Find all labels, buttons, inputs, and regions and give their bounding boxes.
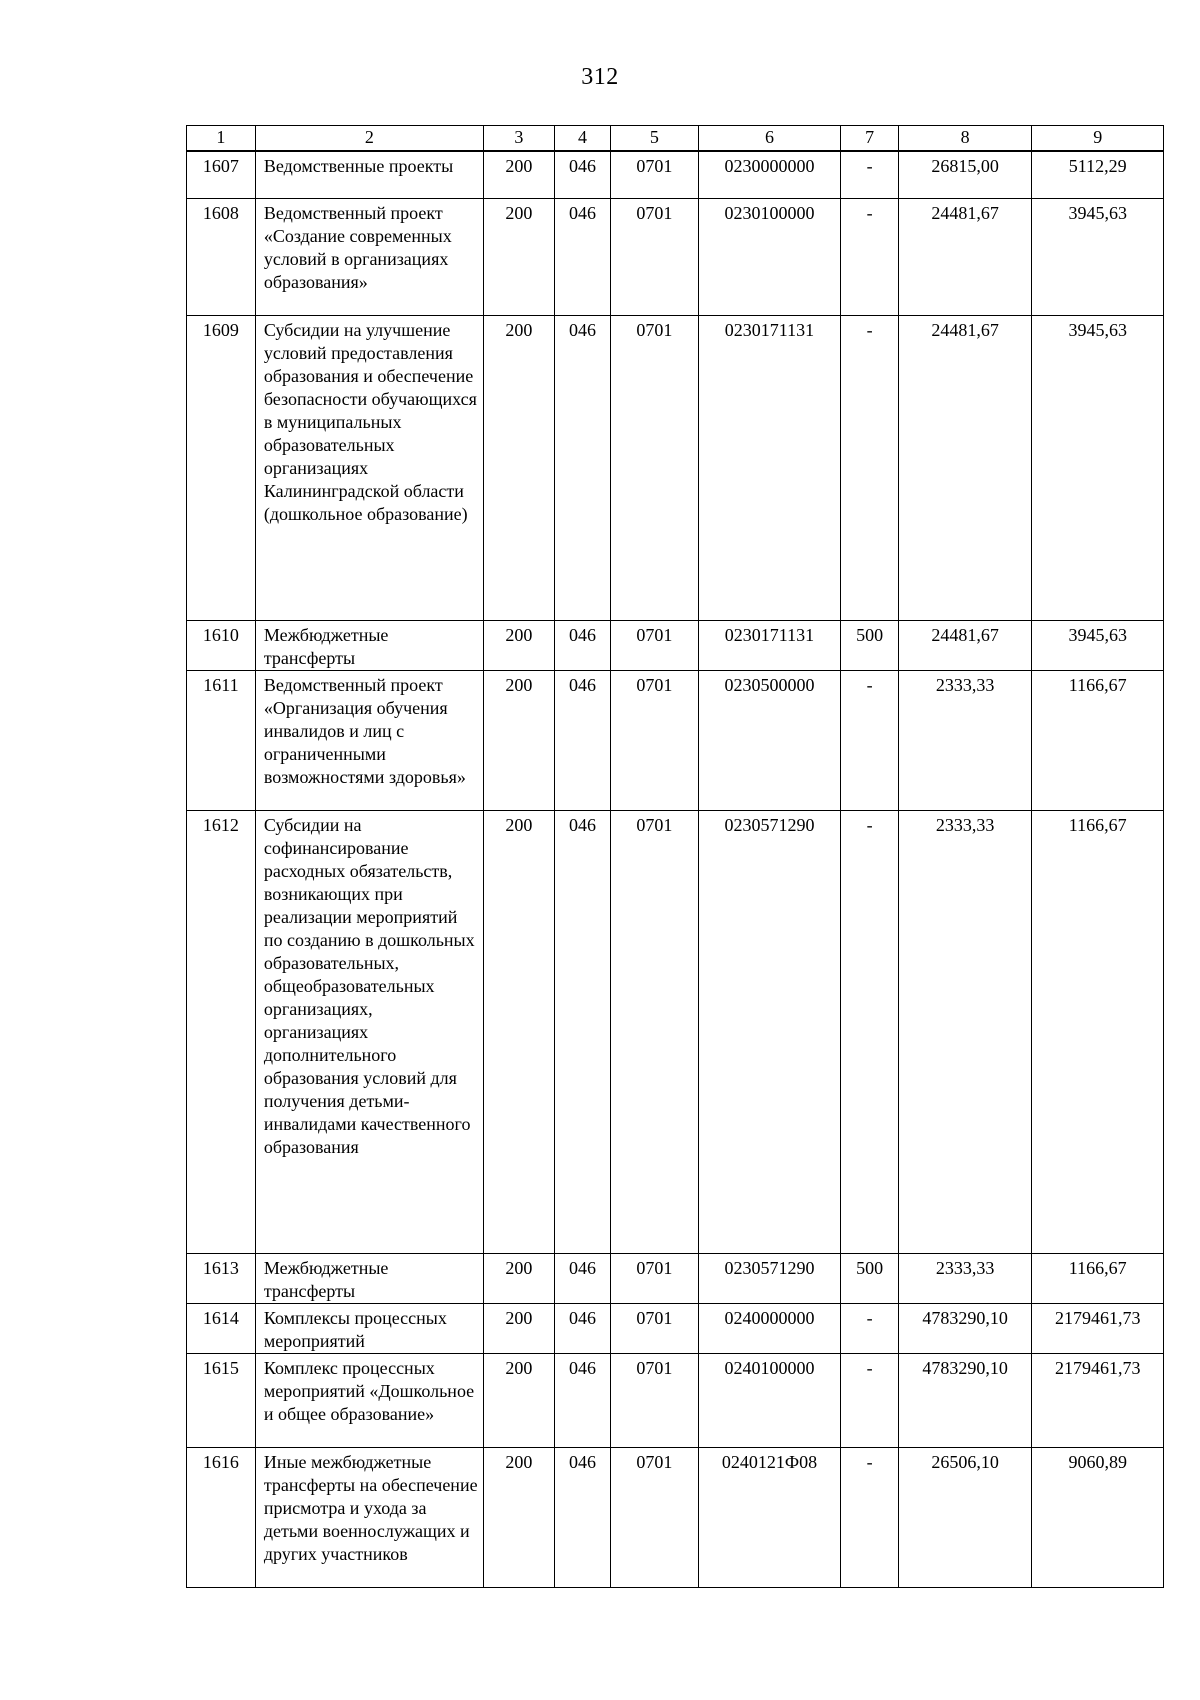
- row-name: Комплекс процессных мероприятий «Дошкольное и общее образование»: [255, 1353, 483, 1447]
- cell-col5: 0701: [611, 1253, 698, 1303]
- cell-col5: 0701: [611, 1353, 698, 1447]
- cell-col6: 0230000000: [698, 151, 841, 198]
- cell-col7: -: [841, 1303, 899, 1353]
- cell-col8: 26506,10: [898, 1447, 1032, 1587]
- row-name: Субсидии на софинансирование расходных обязательств, возникающих при реализации мероприятий по созданию в дошкольных образовательных, общеобразовательных организациях, организациях дополнительного образования условий для получения детьми-инвалидами качественного образования: [255, 810, 483, 1253]
- cell-col9: 1166,67: [1032, 670, 1164, 810]
- row-number: 1614: [187, 1303, 256, 1353]
- cell-col7: -: [841, 151, 899, 198]
- row-name: Иные межбюджетные трансферты на обеспечение присмотра и ухода за детьми военнослужащих и других участников: [255, 1447, 483, 1587]
- row-name: Ведомственный проект «Организация обучения инвалидов и лиц с ограниченными возможностями здоровья»: [255, 670, 483, 810]
- cell-col9: 9060,89: [1032, 1447, 1164, 1587]
- cell-col3: 200: [483, 198, 554, 315]
- table-row: [187, 620, 1164, 670]
- column-header: 1: [187, 126, 256, 152]
- cell-col7: -: [841, 810, 899, 1253]
- cell-col9: 2179461,73: [1032, 1303, 1164, 1353]
- budget-table: [186, 125, 1164, 1588]
- cell-col6: 0230571290: [698, 810, 841, 1253]
- cell-col4: 046: [554, 1353, 611, 1447]
- table-row: [187, 1353, 1164, 1447]
- cell-col3: 200: [483, 810, 554, 1253]
- row-name: Ведомственные проекты: [255, 151, 483, 198]
- row-name: Субсидии на улучшение условий предоставления образования и обеспечение безопасности обучающихся в муниципальных образовательных организациях Калининградской области (дошкольное образование): [255, 315, 483, 620]
- row-number: 1607: [187, 151, 256, 198]
- cell-col8: 2333,33: [898, 1253, 1032, 1303]
- cell-col7: -: [841, 1447, 899, 1587]
- cell-col4: 046: [554, 670, 611, 810]
- table-row: [187, 198, 1164, 315]
- cell-col6: 0230500000: [698, 670, 841, 810]
- cell-col6: 0240121Ф08: [698, 1447, 841, 1587]
- column-header: 3: [483, 126, 554, 152]
- cell-col8: 26815,00: [898, 151, 1032, 198]
- row-number: 1612: [187, 810, 256, 1253]
- cell-col3: 200: [483, 1447, 554, 1587]
- column-header: 2: [255, 126, 483, 152]
- row-number: 1616: [187, 1447, 256, 1587]
- cell-col9: 3945,63: [1032, 315, 1164, 620]
- row-number: 1613: [187, 1253, 256, 1303]
- page-number: 312: [581, 64, 619, 90]
- cell-col6: 0240000000: [698, 1303, 841, 1353]
- row-number: 1615: [187, 1353, 256, 1447]
- cell-col9: 5112,29: [1032, 151, 1164, 198]
- cell-col4: 046: [554, 1447, 611, 1587]
- column-header: 6: [698, 126, 841, 152]
- row-number: 1610: [187, 620, 256, 670]
- table-row: [187, 1253, 1164, 1303]
- cell-col9: 3945,63: [1032, 198, 1164, 315]
- cell-col3: 200: [483, 1303, 554, 1353]
- cell-col3: 200: [483, 1353, 554, 1447]
- cell-col9: 1166,67: [1032, 810, 1164, 1253]
- cell-col4: 046: [554, 810, 611, 1253]
- cell-col5: 0701: [611, 810, 698, 1253]
- cell-col7: -: [841, 1353, 899, 1447]
- cell-col4: 046: [554, 315, 611, 620]
- cell-col9: 3945,63: [1032, 620, 1164, 670]
- table-row: [187, 1303, 1164, 1353]
- cell-col8: 2333,33: [898, 670, 1032, 810]
- table-row: [187, 315, 1164, 620]
- cell-col3: 200: [483, 315, 554, 620]
- cell-col7: -: [841, 315, 899, 620]
- cell-col8: 24481,67: [898, 620, 1032, 670]
- cell-col7: -: [841, 198, 899, 315]
- cell-col7: 500: [841, 620, 899, 670]
- cell-col9: 2179461,73: [1032, 1353, 1164, 1447]
- row-number: 1611: [187, 670, 256, 810]
- cell-col5: 0701: [611, 1303, 698, 1353]
- column-header: 5: [611, 126, 698, 152]
- cell-col8: 4783290,10: [898, 1303, 1032, 1353]
- cell-col8: 24481,67: [898, 315, 1032, 620]
- cell-col6: 0230171131: [698, 315, 841, 620]
- cell-col5: 0701: [611, 620, 698, 670]
- table-header-row: [187, 126, 1164, 152]
- cell-col7: 500: [841, 1253, 899, 1303]
- cell-col4: 046: [554, 151, 611, 198]
- cell-col8: 4783290,10: [898, 1353, 1032, 1447]
- table-row: [187, 1447, 1164, 1587]
- cell-col6: 0230100000: [698, 198, 841, 315]
- row-name: Межбюджетные трансферты: [255, 1253, 483, 1303]
- cell-col6: 0230571290: [698, 1253, 841, 1303]
- cell-col4: 046: [554, 1253, 611, 1303]
- cell-col3: 200: [483, 151, 554, 198]
- cell-col5: 0701: [611, 315, 698, 620]
- row-name: Межбюджетные трансферты: [255, 620, 483, 670]
- cell-col4: 046: [554, 620, 611, 670]
- cell-col6: 0240100000: [698, 1353, 841, 1447]
- column-header: 8: [898, 126, 1032, 152]
- table-row: [187, 670, 1164, 810]
- row-number: 1609: [187, 315, 256, 620]
- row-name: Ведомственный проект «Создание современных условий в организациях образования»: [255, 198, 483, 315]
- row-number: 1608: [187, 198, 256, 315]
- cell-col3: 200: [483, 670, 554, 810]
- cell-col8: 2333,33: [898, 810, 1032, 1253]
- cell-col8: 24481,67: [898, 198, 1032, 315]
- cell-col4: 046: [554, 198, 611, 315]
- column-header: 9: [1032, 126, 1164, 152]
- cell-col3: 200: [483, 1253, 554, 1303]
- table-row: [187, 151, 1164, 198]
- cell-col5: 0701: [611, 198, 698, 315]
- cell-col3: 200: [483, 620, 554, 670]
- row-name: Комплексы процессных мероприятий: [255, 1303, 483, 1353]
- cell-col5: 0701: [611, 1447, 698, 1587]
- cell-col4: 046: [554, 1303, 611, 1353]
- column-header: 4: [554, 126, 611, 152]
- cell-col5: 0701: [611, 151, 698, 198]
- cell-col9: 1166,67: [1032, 1253, 1164, 1303]
- column-header: 7: [841, 126, 899, 152]
- table-row: [187, 810, 1164, 1253]
- cell-col7: -: [841, 670, 899, 810]
- cell-col5: 0701: [611, 670, 698, 810]
- cell-col6: 0230171131: [698, 620, 841, 670]
